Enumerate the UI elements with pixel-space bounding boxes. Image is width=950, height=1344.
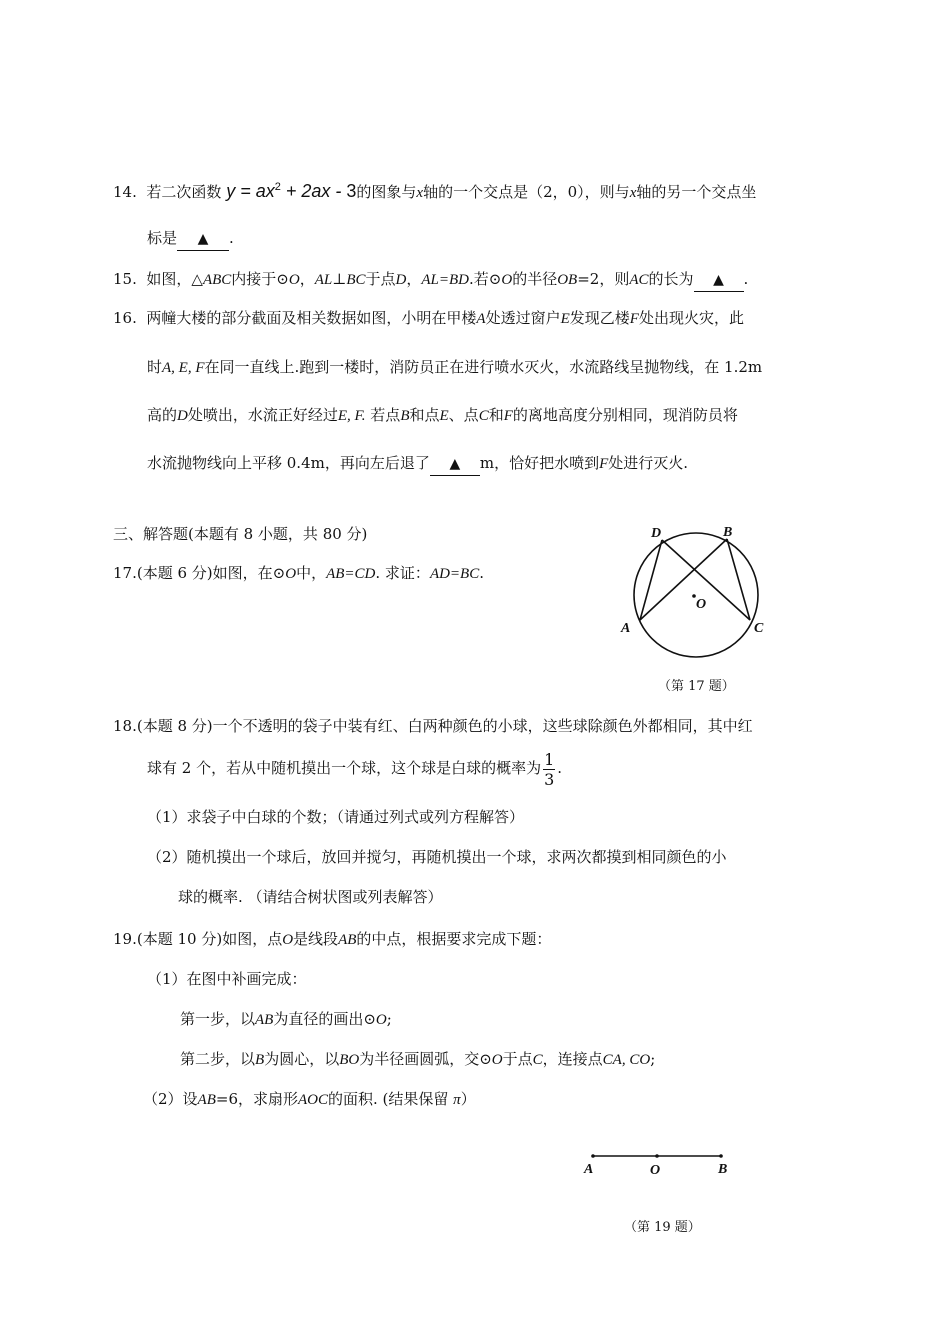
q16-text: 处出现火灾，此 — [638, 309, 744, 327]
q14-equation: $y = ax^2 + 2ax - 3$ — [226, 181, 357, 201]
q19-text: 第一步，以 — [180, 1010, 256, 1028]
q16-text: 处进行灭火. — [608, 454, 689, 472]
point-b — [719, 1154, 723, 1158]
q14-text: 轴的一个交点是（2，0），则与 — [423, 183, 630, 201]
q16-var: F — [629, 311, 639, 327]
q14-line2 — [147, 227, 234, 251]
q19-score: (本题 10 分) — [136, 930, 223, 948]
q15-var: OB — [557, 272, 578, 288]
q16-text: 若点 — [365, 406, 401, 424]
q17-text: 中， — [296, 564, 327, 582]
q15-var: AC — [629, 272, 649, 288]
q16-answer-blank[interactable] — [430, 452, 480, 476]
label-a: A — [584, 1162, 594, 1177]
q19-text: 为半径画圆弧，交⊙ — [359, 1050, 492, 1068]
q16-text: m，恰好把水喷到 — [479, 454, 600, 472]
fraction-numerator: 1 — [544, 749, 555, 769]
point-a — [591, 1154, 595, 1158]
q17-text: . 求证： — [375, 564, 430, 582]
q19-step1 — [180, 1008, 392, 1031]
q19-var: CA, CO — [602, 1052, 651, 1068]
q16-var: A — [476, 311, 486, 327]
q18-part2: （2）随机摸出一个球后，放回并搅匀，再随机摸出一个球，求两次都摸到相同颜色的小 — [147, 848, 727, 866]
q17-var: AD=BC — [429, 566, 480, 582]
q16-text: 高的 — [147, 406, 178, 424]
q15-text: ， — [406, 270, 422, 288]
q16-var: A, E, F — [162, 360, 205, 376]
q15-number: 15. — [113, 270, 137, 288]
q14-text: 轴的另一个交点坐 — [636, 183, 757, 201]
q19-text: 第二步，以 — [180, 1050, 256, 1068]
q14-line1 — [113, 176, 756, 204]
q19-text: 的面积. (结果保留 — [328, 1090, 449, 1108]
section-heading: 三、解答题(本题有 8 小题，共 80 分) — [113, 525, 368, 543]
label-c: C — [754, 621, 764, 636]
q19-text: 为圆心，以 — [264, 1050, 340, 1068]
q19-var: O — [375, 1012, 387, 1028]
q15-text: .若⊙ — [469, 270, 502, 288]
q18-number: 18. — [113, 717, 137, 735]
label-a: A — [621, 621, 631, 636]
q16-var: E — [439, 408, 449, 424]
q17-score: (本题 6 分) — [136, 564, 213, 582]
q19-var: O — [282, 932, 294, 948]
fraction-one-third — [543, 750, 555, 789]
q16-line3 — [147, 404, 738, 427]
q17-var: AB=CD — [326, 566, 376, 582]
q16-text: 发现乙楼 — [569, 309, 630, 327]
q14-answer-blank[interactable] — [177, 227, 229, 251]
q15-var: O — [288, 272, 300, 288]
q16-line4 — [147, 452, 688, 476]
q17-text: . — [479, 564, 485, 582]
q15-text: =2，则 — [577, 270, 630, 288]
triangle-icon: ▲ — [449, 456, 461, 472]
q16-number: 16. — [113, 309, 137, 327]
q18-part2-cont: 球的概率. （请结合树状图或列表解答） — [178, 888, 443, 906]
q16-var: F — [503, 408, 513, 424]
q19-part1: （1）在图中补画完成： — [147, 970, 307, 988]
q14-text: 标是 — [147, 229, 178, 247]
point-o — [655, 1154, 659, 1158]
q19-figure — [580, 1145, 740, 1180]
q16-text: 的离地高度分别相同，现消防员将 — [512, 406, 738, 424]
q15-var: AL=BD — [421, 272, 470, 288]
q16-var: B — [400, 408, 410, 424]
q19-var: AB — [338, 932, 357, 948]
q19-text: ，连接点 — [542, 1050, 603, 1068]
q14-var-x: x — [629, 185, 637, 201]
q19-number: 19. — [113, 930, 137, 948]
q14-number: 14. — [113, 183, 137, 201]
label-o: O — [696, 597, 707, 612]
q16-line1 — [113, 307, 744, 330]
chord-bc — [727, 539, 750, 620]
q14-text: 若二次函数 — [146, 183, 222, 201]
q15-var: O — [501, 272, 513, 288]
q19-var: O — [491, 1052, 503, 1068]
q16-var: F — [599, 456, 609, 472]
q18-text: 球有 2 个，若从中随机摸出一个球，这个球是白球的概率为 — [147, 759, 542, 777]
q19-pi: π — [453, 1092, 461, 1108]
label-b: B — [718, 1162, 728, 1177]
q19-var: AOC — [298, 1092, 328, 1108]
q15-text: 内接于⊙ — [231, 270, 289, 288]
q17-figure — [610, 520, 785, 665]
circle-o — [634, 533, 758, 657]
q17-text: 如图，在⊙ — [212, 564, 286, 582]
q15-var: AL⊥BC — [314, 272, 366, 288]
q16-var: E, F. — [337, 408, 366, 424]
fraction-denominator: 3 — [544, 769, 555, 789]
label-d: D — [651, 526, 662, 541]
q17-caption: （第 17 题） — [658, 679, 735, 694]
q17-number: 17. — [113, 564, 137, 582]
q19-text: 的中点，根据要求完成下题： — [356, 930, 552, 948]
q14-text: 的图象与 — [356, 183, 417, 201]
q16-var: C — [478, 408, 489, 424]
q15-var: D — [395, 272, 407, 288]
q16-text: 处透过窗户 — [485, 309, 561, 327]
q19-part2 — [143, 1088, 476, 1111]
q15-text: 的长为 — [648, 270, 694, 288]
q15-text: 于点 — [365, 270, 396, 288]
q16-var: E — [560, 311, 570, 327]
q18-line1 — [113, 715, 753, 737]
q14-text: . — [229, 229, 234, 247]
label-b: B — [723, 525, 733, 540]
q18-score: (本题 8 分) — [136, 717, 213, 735]
q18-text: . — [557, 759, 563, 777]
q19-var: C — [532, 1052, 543, 1068]
q16-text: 时 — [147, 358, 163, 376]
triangle-icon: ▲ — [197, 231, 209, 247]
q19-text: （2）设 — [143, 1090, 198, 1108]
q16-text: 水流抛物线向上平移 0.4m，再向左后退了 — [147, 454, 430, 472]
q14-var-x: x — [416, 185, 424, 201]
q16-text: 和 — [488, 406, 504, 424]
q15-answer-blank[interactable] — [694, 268, 744, 292]
q19-var: AB — [197, 1092, 216, 1108]
q15-line1 — [113, 268, 748, 292]
q19-text: =6，求扇形 — [215, 1090, 298, 1108]
q16-var: D — [177, 408, 188, 424]
q15-text: . — [743, 270, 749, 288]
q19-text: ; — [650, 1050, 656, 1068]
q15-var: ABC — [202, 272, 232, 288]
q17-var: O — [285, 566, 297, 582]
q19-text: ） — [460, 1090, 476, 1108]
q15-text: ， — [299, 270, 315, 288]
q19-text: 为直径的画出⊙ — [273, 1010, 376, 1028]
q19-text: ; — [386, 1010, 392, 1028]
q19-text: 如图，点 — [222, 930, 283, 948]
q15-text: 如图，△ — [146, 270, 203, 288]
q19-text: 是线段 — [293, 930, 339, 948]
triangle-icon: ▲ — [713, 272, 724, 288]
q16-text: 在同一直线上.跑到一楼时，消防员正在进行喷水灭火，水流路线呈抛物线，在 1.2m — [204, 358, 763, 376]
label-o: O — [650, 1163, 661, 1178]
q16-text: 两幢大楼的部分截面及相关数据如图，小明在甲楼 — [146, 309, 477, 327]
q16-line2 — [147, 356, 762, 379]
q19-line1 — [113, 928, 551, 951]
q18-line2 — [147, 748, 562, 789]
q19-var: B — [255, 1052, 265, 1068]
q15-text: 的半径 — [512, 270, 558, 288]
q18-part1: （1）求袋子中白球的个数；（请通过列式或列方程解答） — [147, 808, 525, 826]
q19-var: AB — [255, 1012, 274, 1028]
q19-caption: （第 19 题） — [624, 1220, 701, 1235]
q19-step2 — [180, 1048, 655, 1071]
q17-line1 — [113, 562, 484, 585]
q19-var: BO — [339, 1052, 360, 1068]
q19-text: 于点 — [502, 1050, 533, 1068]
q18-text: 一个不透明的袋子中装有红、白两种颜色的小球，这些球除颜色外都相同，其中红 — [212, 717, 753, 735]
q16-text: 、点 — [448, 406, 479, 424]
q16-text: 处喷出，水流正好经过 — [187, 406, 338, 424]
q16-text: 和点 — [409, 406, 440, 424]
